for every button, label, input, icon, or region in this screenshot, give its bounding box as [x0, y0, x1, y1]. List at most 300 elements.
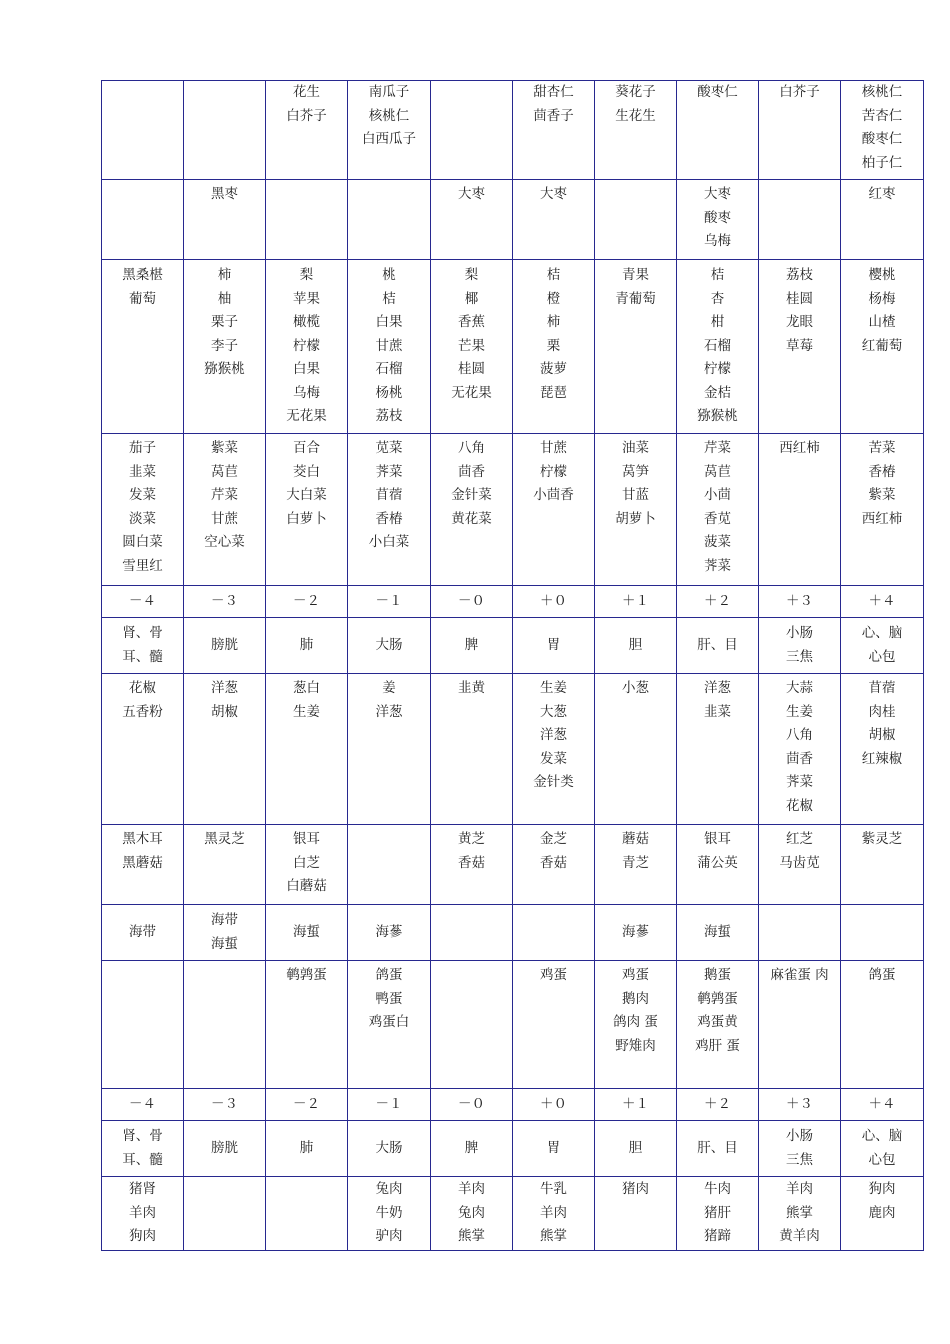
cell-text: 柠檬	[293, 337, 320, 354]
cell-text: 石榴	[375, 361, 403, 377]
table-cell	[348, 81, 431, 180]
cell-text: 狗肉	[129, 1228, 156, 1244]
table-row-spices	[102, 674, 924, 825]
table-cell	[184, 586, 266, 618]
cell-text: ＋２	[704, 1095, 731, 1112]
cell-text: 海带	[211, 912, 238, 928]
cell-text: 桂圆	[458, 361, 485, 377]
cell-text: 蘑菇	[622, 831, 649, 847]
cell-text: 桂圆	[786, 290, 813, 307]
cell-text: 心包	[868, 1151, 896, 1168]
cell-text: 生花生	[615, 107, 656, 124]
cell-text: 大枣	[458, 186, 485, 202]
table-cell	[348, 1177, 431, 1251]
cell-text: 鸡蛋黄	[697, 1014, 738, 1030]
table-cell	[513, 618, 595, 674]
cell-text: 白芝	[293, 854, 320, 871]
table-cell	[841, 586, 924, 618]
table-cell	[759, 1121, 841, 1177]
table-cell	[677, 825, 759, 905]
cell-text: 白芥子	[286, 107, 327, 124]
cell-text: 芹菜	[211, 487, 238, 503]
table-cell	[266, 825, 348, 905]
cell-text: 牛乳	[540, 1181, 567, 1197]
table-cell	[677, 1089, 759, 1121]
table-cell	[841, 961, 924, 1089]
table-cell	[595, 180, 677, 260]
cell-text: 鹿肉	[868, 1204, 896, 1221]
cell-text: 莴苣	[704, 463, 731, 480]
cell-text: 肉桂	[868, 703, 896, 720]
cell-text: －０	[458, 592, 485, 609]
table-cell	[102, 1177, 184, 1251]
table-cell	[348, 825, 431, 905]
table-cell	[513, 1089, 595, 1121]
cell-text: 熊掌	[458, 1228, 485, 1244]
cell-text: 三焦	[786, 1151, 813, 1168]
cell-text: 红枣	[868, 186, 896, 202]
table-cell	[266, 674, 348, 825]
cell-text: 淡菜	[129, 510, 156, 527]
table-cell	[102, 905, 184, 961]
cell-text: 柠檬	[704, 361, 731, 377]
cell-text: 红葡萄	[861, 337, 903, 354]
cell-text: 苹果	[293, 290, 320, 307]
table-cell	[102, 81, 184, 180]
cell-text: 草莓	[786, 337, 813, 354]
cell-text: 西红柿	[861, 510, 903, 527]
cell-text: 香椿	[868, 463, 896, 480]
table-row-fruits	[102, 260, 924, 434]
cell-text: 大肠	[375, 636, 403, 653]
table-cell	[513, 674, 595, 825]
cell-text: 生姜	[540, 680, 567, 696]
cell-text: 白蘑菇	[286, 878, 327, 894]
cell-text: 乌梅	[293, 384, 320, 401]
table-cell	[759, 434, 841, 586]
cell-text: 黄羊肉	[779, 1228, 820, 1244]
cell-text: 栗子	[211, 314, 238, 330]
cell-text: 花椒	[129, 680, 156, 696]
cell-text: 甘蔗	[211, 510, 238, 527]
table-cell	[595, 961, 677, 1089]
cell-text: 胡萝卜	[615, 510, 656, 527]
cell-text: 梨	[464, 267, 479, 283]
table-cell	[759, 618, 841, 674]
cell-text: 无花果	[451, 384, 492, 401]
cell-text: 雪里红	[122, 557, 163, 574]
table-cell	[841, 260, 924, 434]
table-cell	[841, 180, 924, 260]
cell-text: 橄榄	[293, 314, 320, 330]
table-row-seafood	[102, 905, 924, 961]
table-cell	[513, 81, 595, 180]
table-cell	[348, 180, 431, 260]
cell-text: 橙	[546, 290, 561, 307]
cell-text: 圆白菜	[122, 534, 163, 550]
table-cell	[513, 1177, 595, 1251]
cell-text: 洋葱	[540, 727, 567, 743]
cell-text: 香蕉	[458, 314, 485, 330]
table-cell	[184, 825, 266, 905]
cell-text: 韭菜	[704, 703, 731, 720]
cell-text: 鹌鹑蛋	[697, 990, 738, 1007]
cell-text: 羊肉	[540, 1204, 567, 1221]
cell-text: 柿	[217, 267, 232, 283]
table-row-scale	[102, 586, 924, 618]
cell-text: 莴苣	[211, 463, 238, 480]
table-cell	[348, 674, 431, 825]
table-cell	[595, 434, 677, 586]
table-row-organs	[102, 618, 924, 674]
cell-text: 野雉肉	[615, 1037, 656, 1054]
table-cell	[595, 1121, 677, 1177]
table-cell	[102, 586, 184, 618]
cell-text: 小肠	[786, 625, 813, 641]
table-cell	[513, 260, 595, 434]
cell-text: 石榴	[704, 337, 731, 354]
cell-text: 洋葱	[704, 680, 731, 696]
cell-text: 白西瓜子	[362, 131, 416, 147]
cell-text: 杏	[710, 290, 725, 307]
cell-text: 李子	[211, 337, 238, 354]
cell-text: －４	[129, 1095, 156, 1112]
cell-text: 苋菜	[375, 440, 403, 456]
cell-text: 鸽肉 蛋	[613, 1014, 658, 1030]
cell-text: 黑灵芝	[204, 831, 245, 847]
cell-text: 心、脑	[861, 1128, 903, 1144]
cell-text: 桔	[546, 267, 561, 283]
cell-text: 鸡蛋	[622, 967, 649, 983]
cell-text: 海蔘	[622, 923, 649, 940]
cell-text: 黑木耳	[122, 831, 163, 847]
cell-text: 香菇	[458, 854, 485, 871]
table-cell	[266, 434, 348, 586]
table-cell	[677, 961, 759, 1089]
table-cell	[841, 81, 924, 180]
table-cell	[677, 434, 759, 586]
table-cell	[431, 81, 513, 180]
cell-text: 荠菜	[786, 774, 813, 790]
cell-text: 栗	[546, 337, 561, 354]
table-cell	[184, 1121, 266, 1177]
cell-text: 洋葱	[211, 680, 238, 696]
cell-text: 香菇	[540, 854, 567, 871]
cell-text: 乌梅	[704, 233, 731, 249]
cell-text: 酸枣仁	[861, 131, 903, 147]
cell-text: －０	[458, 1095, 485, 1112]
table-row-scale	[102, 1089, 924, 1121]
cell-text: 三焦	[786, 648, 813, 665]
cell-text: 荔枝	[786, 267, 813, 283]
cell-text: 香苋	[704, 510, 731, 527]
cell-text: 花生	[293, 84, 320, 100]
cell-text: 白果	[293, 361, 320, 377]
table-cell	[677, 674, 759, 825]
cell-text: 韭菜	[129, 463, 156, 480]
cell-text: 酸枣	[704, 209, 731, 226]
table-cell	[266, 586, 348, 618]
cell-text: －２	[293, 1095, 320, 1112]
cell-text: 生姜	[786, 703, 813, 720]
table-cell	[102, 180, 184, 260]
table-cell	[759, 674, 841, 825]
table-cell	[677, 81, 759, 180]
table-cell	[102, 674, 184, 825]
table-cell	[266, 618, 348, 674]
cell-text: 大葱	[540, 703, 567, 720]
cell-text: 鸽蛋	[868, 967, 896, 983]
cell-text: 苜蓿	[375, 487, 403, 503]
cell-text: 熊掌	[786, 1204, 813, 1221]
table-cell	[513, 961, 595, 1089]
cell-text: 甜杏仁	[533, 84, 574, 100]
cell-text: 发菜	[129, 487, 156, 503]
cell-text: 海蜇	[211, 935, 238, 952]
table-cell	[595, 260, 677, 434]
cell-text: 杨桃	[375, 384, 403, 401]
cell-text: 鸽蛋	[375, 967, 403, 983]
cell-text: 胆	[628, 636, 643, 653]
cell-text: 猕猴桃	[697, 408, 738, 424]
cell-text: 鸡肝 蛋	[695, 1037, 740, 1054]
table-cell	[759, 586, 841, 618]
cell-text: 黑蘑菇	[122, 854, 163, 871]
table-cell	[841, 825, 924, 905]
cell-text: 小葱	[622, 680, 649, 696]
cell-text: 肾、骨	[122, 1128, 163, 1144]
cell-text: 脾	[464, 636, 479, 653]
cell-text: 甘蓝	[622, 487, 649, 503]
cell-text: 核桃仁	[368, 107, 410, 124]
table-cell	[841, 1089, 924, 1121]
table-cell	[595, 1089, 677, 1121]
cell-text: 苦菜	[868, 440, 896, 456]
table-cell	[348, 586, 431, 618]
cell-text: 柿	[546, 314, 561, 330]
table-cell	[431, 260, 513, 434]
cell-text: 柏子仁	[861, 154, 903, 171]
table-cell	[184, 1089, 266, 1121]
cell-text: 心包	[868, 648, 896, 665]
cell-text: 金芝	[540, 831, 567, 847]
cell-text: 肝、目	[697, 1139, 738, 1156]
table-cell	[431, 434, 513, 586]
table-row-dates	[102, 180, 924, 260]
cell-text: 葵花子	[615, 84, 656, 100]
cell-text: 酸枣仁	[697, 84, 738, 100]
table-cell	[348, 961, 431, 1089]
table-cell	[348, 905, 431, 961]
table-cell	[841, 434, 924, 586]
cell-text: 紫菜	[211, 440, 238, 456]
cell-text: 膀胱	[211, 1139, 238, 1156]
table-cell	[759, 1089, 841, 1121]
cell-text: 牛奶	[375, 1204, 403, 1221]
table-cell	[759, 1177, 841, 1251]
cell-text: 核桃仁	[861, 84, 903, 100]
cell-text: 狗肉	[868, 1181, 896, 1197]
cell-text: 膀胱	[211, 636, 238, 653]
cell-text: 肺	[299, 636, 314, 653]
table-cell	[184, 674, 266, 825]
cell-text: 桔	[710, 267, 725, 283]
cell-text: 小茴	[704, 487, 731, 503]
table-cell	[595, 618, 677, 674]
cell-text: 心、脑	[861, 625, 903, 641]
cell-text: 马齿苋	[779, 854, 820, 871]
table-cell	[841, 674, 924, 825]
table-cell	[266, 1177, 348, 1251]
cell-text: 胡椒	[868, 727, 896, 743]
cell-text: 麻雀蛋 肉	[770, 967, 829, 983]
cell-text: 驴肉	[375, 1228, 403, 1244]
cell-text: 百合	[293, 440, 320, 456]
cell-text: 菠菜	[704, 534, 731, 550]
cell-text: 胃	[546, 1139, 561, 1156]
table-row-fungi	[102, 825, 924, 905]
cell-text: 猕猴桃	[204, 361, 245, 377]
table-cell	[677, 260, 759, 434]
table-cell	[759, 905, 841, 961]
cell-text: 兔肉	[375, 1181, 403, 1197]
cell-text: 韭黄	[458, 680, 485, 696]
table-cell	[348, 434, 431, 586]
cell-text: 茴香	[786, 750, 813, 767]
cell-text: 空心菜	[204, 534, 245, 550]
table-cell	[513, 825, 595, 905]
cell-text: 肺	[299, 1139, 314, 1156]
cell-text: 发菜	[540, 750, 567, 767]
cell-text: ＋４	[868, 1095, 896, 1112]
table-cell	[841, 1177, 924, 1251]
table-row-eggs-poultry	[102, 961, 924, 1089]
table-row-nuts	[102, 81, 924, 180]
cell-text: 大白菜	[286, 487, 327, 503]
cell-text: 白萝卜	[286, 510, 327, 527]
cell-text: 大肠	[375, 1139, 403, 1156]
cell-text: 南瓜子	[368, 84, 410, 100]
table-cell	[431, 825, 513, 905]
cell-text: 牛肉	[704, 1181, 731, 1197]
table-cell	[431, 1121, 513, 1177]
table-cell	[841, 905, 924, 961]
cell-text: －３	[211, 592, 238, 609]
cell-text: 小茴香	[533, 487, 574, 503]
table-cell	[431, 586, 513, 618]
table-cell	[431, 905, 513, 961]
cell-text: 胆	[628, 1139, 643, 1156]
cell-text: 苦杏仁	[861, 107, 903, 124]
cell-text: 苜蓿	[868, 680, 896, 696]
cell-text: 梨	[299, 267, 314, 283]
table-cell	[431, 1177, 513, 1251]
cell-text: 肝、目	[697, 636, 738, 653]
cell-text: 葡萄	[129, 290, 156, 307]
cell-text: 菠萝	[540, 361, 567, 377]
cell-text: －１	[375, 1095, 403, 1112]
cell-text: 银耳	[293, 831, 320, 847]
cell-text: 甘蔗	[375, 337, 403, 354]
cell-text: 海蔘	[375, 923, 403, 940]
table-cell	[595, 81, 677, 180]
cell-text: 胃	[546, 636, 561, 653]
table-cell	[102, 1089, 184, 1121]
table-cell	[841, 1121, 924, 1177]
cell-text: 西红柿	[779, 440, 820, 456]
table-cell	[184, 81, 266, 180]
cell-text: 猪蹄	[704, 1228, 731, 1244]
table-cell	[759, 961, 841, 1089]
cell-text: 大蒜	[786, 680, 813, 696]
table-cell	[266, 81, 348, 180]
table-cell	[677, 180, 759, 260]
cell-text: 羊肉	[786, 1181, 813, 1197]
cell-text: 山楂	[868, 314, 896, 330]
cell-text: －４	[129, 592, 156, 609]
table-cell	[677, 1121, 759, 1177]
cell-text: 金桔	[704, 384, 731, 401]
cell-text: 葱白	[293, 680, 320, 696]
cell-text: 黄芝	[458, 831, 485, 847]
table-cell	[348, 260, 431, 434]
cell-text: 小白菜	[368, 534, 410, 550]
cell-text: 胡椒	[211, 703, 238, 720]
cell-text: 红芝	[786, 831, 813, 847]
table-cell	[431, 961, 513, 1089]
cell-text: 鸡蛋	[540, 967, 567, 983]
cell-text: ＋０	[540, 1095, 567, 1112]
cell-text: 鸡蛋白	[368, 1014, 410, 1030]
cell-text: 八角	[786, 727, 813, 743]
table-cell	[266, 1089, 348, 1121]
table-cell	[266, 1121, 348, 1177]
cell-text: 茄子	[129, 440, 156, 456]
cell-text: 肾、骨	[122, 625, 163, 641]
table-cell	[431, 1089, 513, 1121]
cell-text: 甘蔗	[540, 440, 567, 456]
cell-text: ＋３	[786, 1095, 813, 1112]
cell-text: 芒果	[458, 337, 485, 354]
table-cell	[759, 180, 841, 260]
table-cell	[184, 905, 266, 961]
cell-text: ＋２	[704, 592, 731, 609]
food-classification-table	[101, 80, 924, 1251]
table-cell	[184, 180, 266, 260]
cell-text: 五香粉	[122, 703, 163, 720]
cell-text: 耳、髓	[122, 1151, 163, 1168]
cell-text: 荠菜	[375, 463, 403, 480]
table-cell	[266, 260, 348, 434]
cell-text: 生姜	[293, 703, 320, 720]
table-cell	[348, 1089, 431, 1121]
cell-text: 金针类	[533, 774, 574, 790]
table-cell	[184, 618, 266, 674]
cell-text: 鹅蛋	[704, 967, 731, 983]
table-cell	[184, 260, 266, 434]
table-cell	[513, 180, 595, 260]
cell-text: 羊肉	[458, 1181, 485, 1197]
cell-text: 白果	[375, 314, 403, 330]
cell-text: 荠菜	[704, 557, 731, 574]
cell-text: 洋葱	[375, 703, 403, 720]
table-cell	[841, 618, 924, 674]
cell-text: 黑枣	[211, 186, 238, 202]
table-body	[102, 81, 924, 1251]
cell-text: 柚	[217, 290, 232, 307]
cell-text: 耳、髓	[122, 648, 163, 665]
cell-text: 柠檬	[540, 463, 567, 480]
